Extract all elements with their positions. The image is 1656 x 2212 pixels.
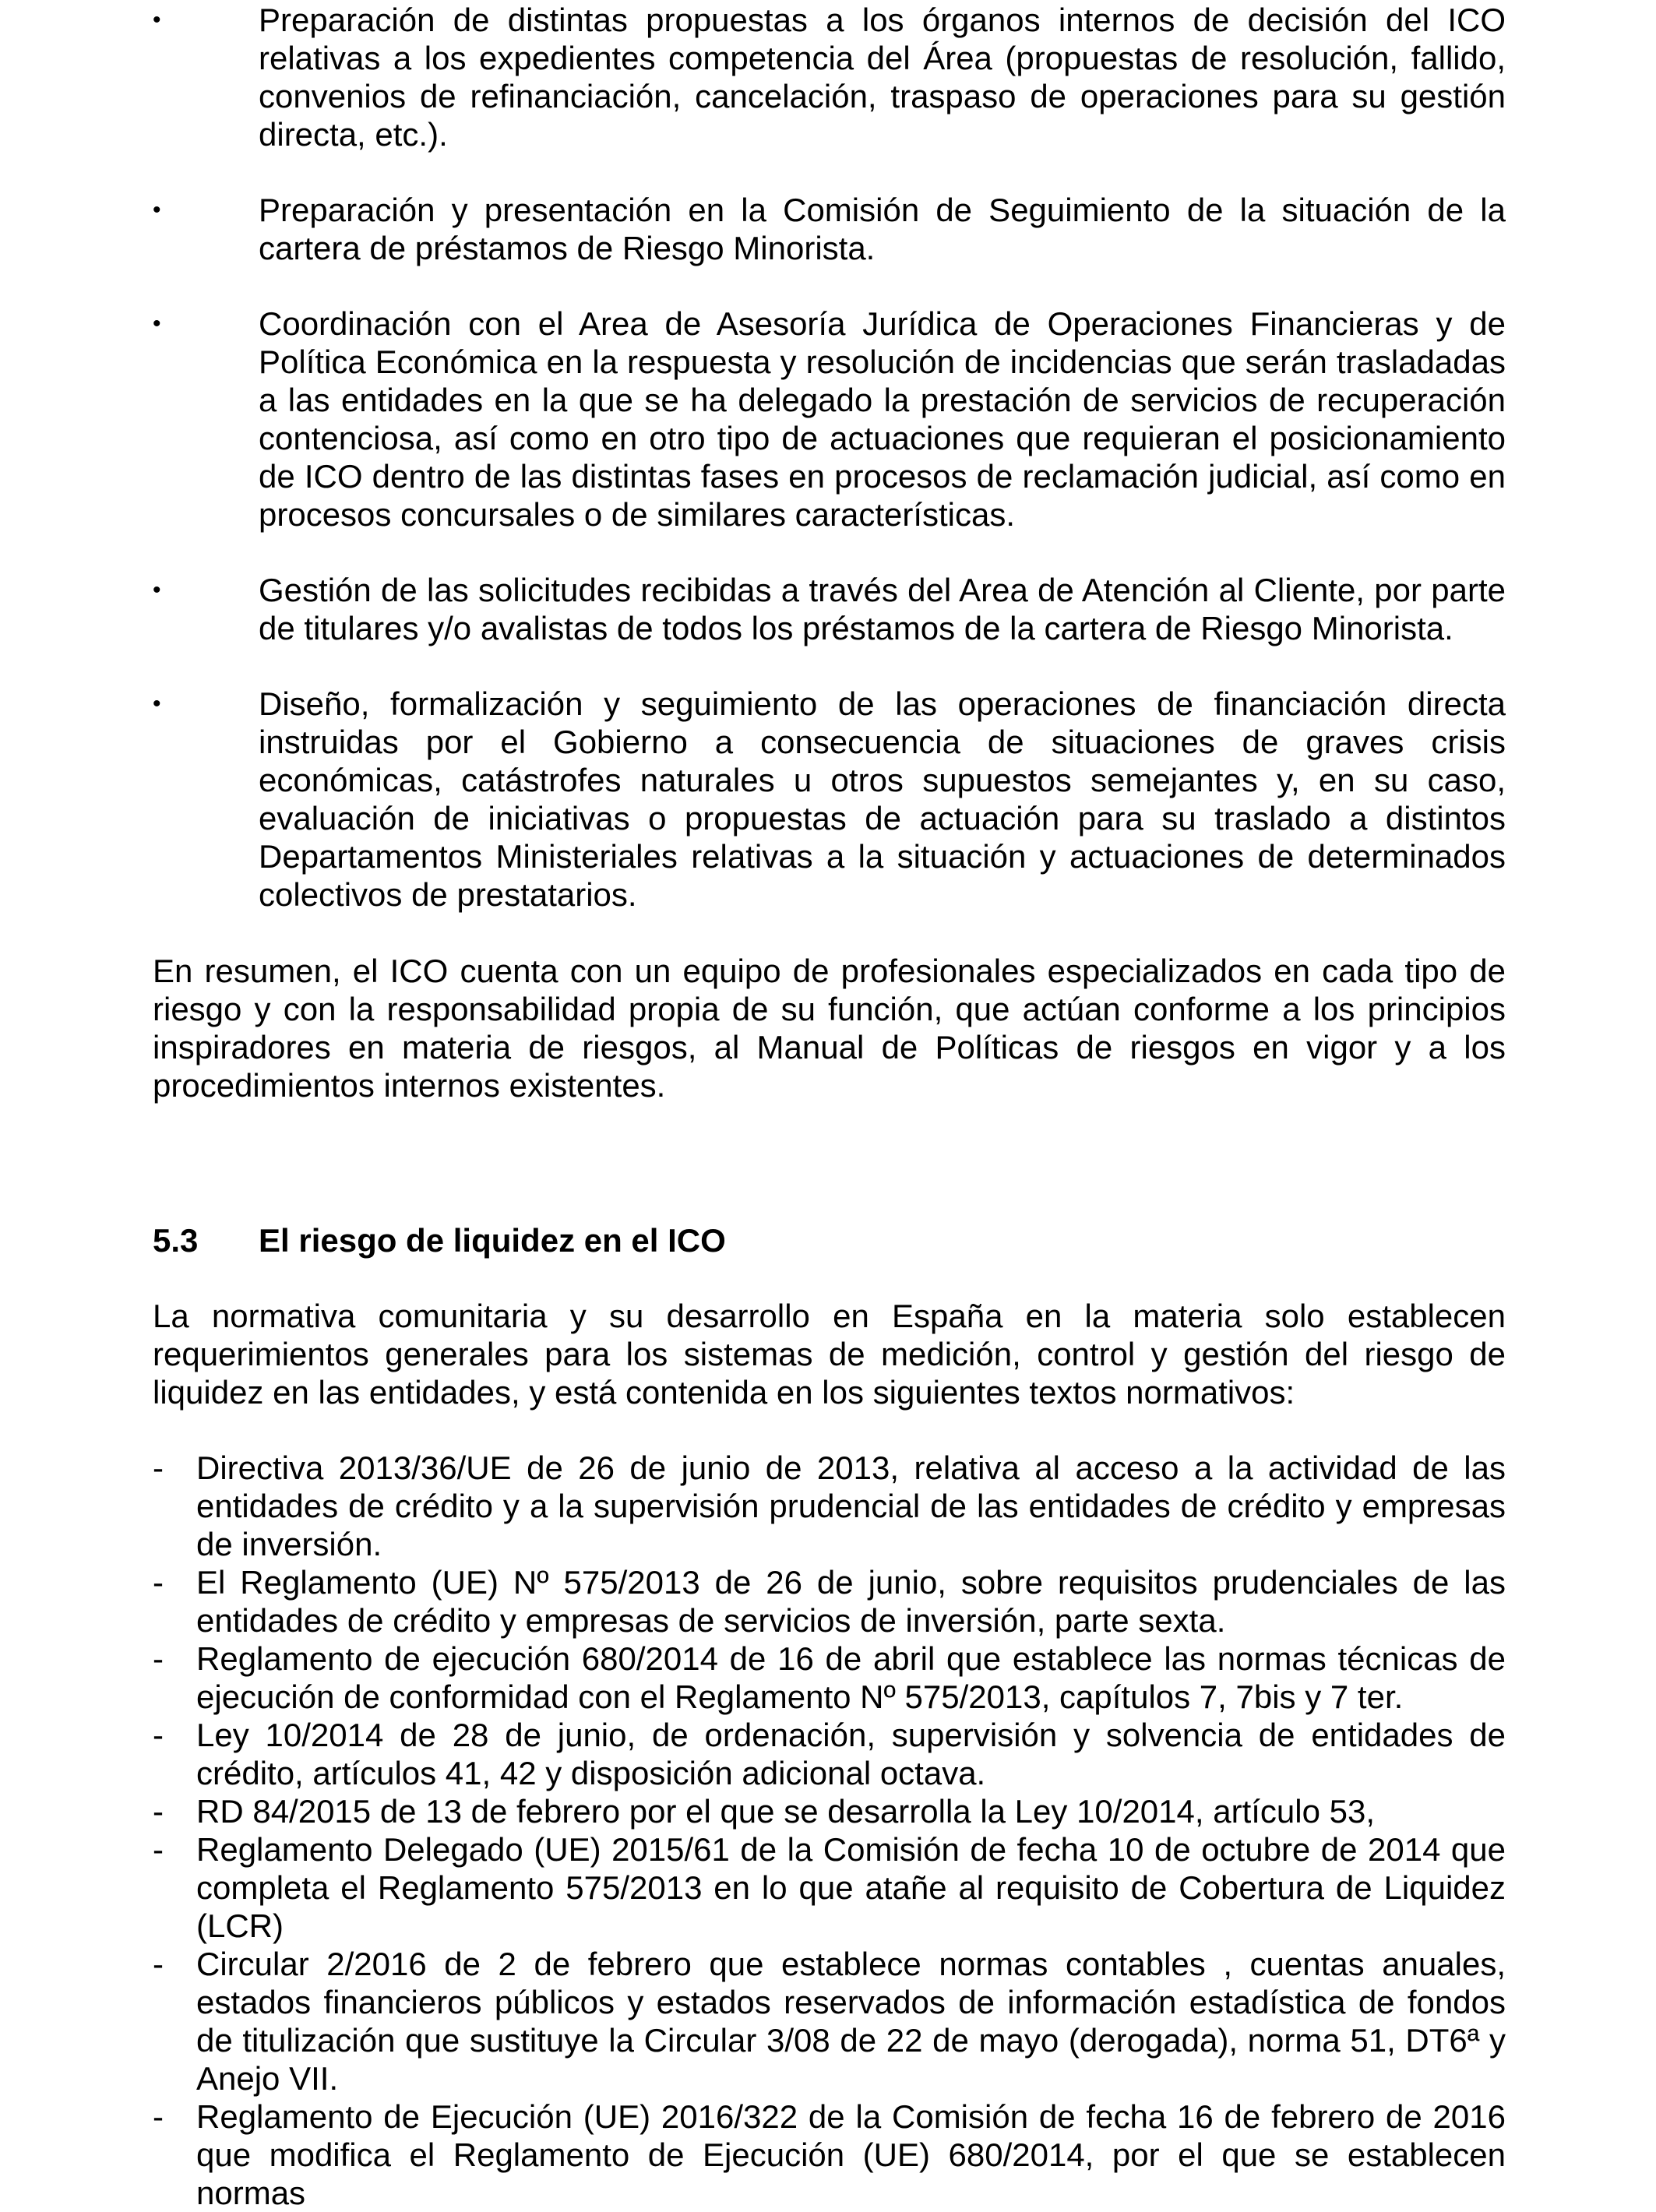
bullet-text: Diseño, formalización y seguimiento de las operaciones de financiación directa instruidas por el Gobierno a consecuencia de situaciones de graves crisis económicas, catástrofes naturales u otros supuestos semejantes y, en su caso, evaluación de iniciativas o propuestas de actuación para su traslado a distintos Departamentos Ministeriales relativas a la situación y actuaciones de determinados colectivos de prestatarios.: [259, 685, 1506, 913]
document-body: [153, 1, 1506, 2212]
dash-marker: -: [153, 1946, 164, 1982]
bullet-icon: •: [153, 691, 161, 717]
regulation-text: Directiva 2013/36/UE de 26 de junio de 2013, relativa al acceso a la actividad de las entidades de crédito y a la supervisión prudencial de las entidades de crédito y empresas de inversión.: [196, 1449, 1506, 1562]
summary-paragraph: En resumen, el ICO cuenta con un equipo de profesionales especializados en cada tipo de riesgo y con la responsabilidad propia de su función, que actúan conforme a los principios inspiradores en materia de riesgos, al Manual de Políticas de riesgos en vigor y a los procedimientos internos existentes.: [153, 953, 1506, 1104]
regulation-item: [153, 1716, 1506, 1792]
bullet-item: [153, 1, 1506, 153]
regulation-item: [153, 1792, 1506, 1830]
bullet-icon: •: [153, 7, 161, 33]
regulation-item: [153, 1830, 1506, 1945]
bullet-item: [153, 685, 1506, 914]
section-number: 5.3: [153, 1222, 199, 1259]
responsibilities-bullet-list: [153, 1, 1506, 914]
regulation-text: Reglamento Delegado (UE) 2015/61 de la Comisión de fecha 10 de octubre de 2014 que completa el Reglamento 575/2013 en lo que atañe al requisito de Cobertura de Liquidez (LCR): [196, 1831, 1506, 1944]
regulation-text: Reglamento de Ejecución (UE) 2016/322 de la Comisión de fecha 16 de febrero de 2016 que modifica el Reglamento de Ejecución (UE) 680/2014, por el que se establecen normas: [196, 2098, 1506, 2211]
bullet-item: [153, 191, 1506, 267]
dash-marker: -: [153, 1717, 164, 1753]
dash-marker: -: [153, 1640, 164, 1677]
regulation-text: Circular 2/2016 de 2 de febrero que establece normas contables , cuentas anuales, estados financieros públicos y estados reservados de información estadística de fondos de titulización que sustituye la Circular 3/08 de 22 de mayo (derogada), norma 51, DT6ª y Anejo VII.: [196, 1946, 1506, 2097]
bullet-text: Gestión de las solicitudes recibidas a través del Area de Atención al Cliente, por parte de titulares y/o avalistas de todos los préstamos de la cartera de Riesgo Minorista.: [259, 572, 1506, 646]
bullet-text: Coordinación con el Area de Asesoría Jurídica de Operaciones Financieras y de Política Económica en la respuesta y resolución de incidencias que serán trasladadas a las entidades en la que se ha delegado la prestación de servicios de recuperación contenciosa, así como en otro tipo de actuaciones que requieran el posicionamiento de ICO dentro de las distintas fases en procesos de reclamación judicial, así como en procesos concursales o de similares características.: [259, 305, 1506, 533]
bullet-text: Preparación y presentación en la Comisión de Seguimiento de la situación de la cartera de préstamos de Riesgo Minorista.: [259, 192, 1506, 266]
bullet-icon: •: [153, 577, 161, 603]
bullet-item: [153, 571, 1506, 647]
intro-paragraph: La normativa comunitaria y su desarrollo en España en la materia solo establecen requerimientos generales para los sistemas de medición, control y gestión del riesgo de liquidez en las entidades, y está contenida en los siguientes textos normativos:: [153, 1298, 1506, 1411]
dash-marker: -: [153, 2098, 164, 2135]
regulation-text: El Reglamento (UE) Nº 575/2013 de 26 de junio, sobre requisitos prudenciales de las entidades de crédito y empresas de servicios de inversión, parte sexta.: [196, 1564, 1506, 1639]
section-heading: [153, 1221, 1506, 1259]
bullet-item: [153, 305, 1506, 534]
section-title: El riesgo de liquidez en el ICO: [259, 1222, 726, 1259]
regulation-item: [153, 1945, 1506, 2098]
dash-marker: -: [153, 1449, 164, 1486]
bullet-icon: •: [153, 197, 161, 223]
regulation-text: RD 84/2015 de 13 de febrero por el que se desarrolla la Ley 10/2014, artículo 53,: [196, 1793, 1376, 1830]
regulation-item: [153, 2098, 1506, 2212]
bullet-text: Preparación de distintas propuestas a los órganos internos de decisión del ICO relativas a los expedientes competencia del Área (propuestas de resolución, fallido, convenios de refinanciación, cancelación, traspaso de operaciones para su gestión directa, etc.).: [259, 2, 1506, 153]
dash-marker: -: [153, 1793, 164, 1830]
regulation-item: [153, 1640, 1506, 1716]
regulation-item: [153, 1449, 1506, 1563]
dash-marker: -: [153, 1831, 164, 1868]
regulations-list: [153, 1449, 1506, 2212]
regulation-text: Reglamento de ejecución 680/2014 de 16 de abril que establece las normas técnicas de ejecución de conformidad con el Reglamento Nº 575/2013, capítulos 7, 7bis y 7 ter.: [196, 1640, 1506, 1715]
regulation-item: [153, 1563, 1506, 1640]
bullet-icon: •: [153, 311, 161, 336]
regulation-text: Ley 10/2014 de 28 de junio, de ordenación, supervisión y solvencia de entidades de crédito, artículos 41, 42 y disposición adicional octava.: [196, 1717, 1506, 1791]
dash-marker: -: [153, 1564, 164, 1601]
